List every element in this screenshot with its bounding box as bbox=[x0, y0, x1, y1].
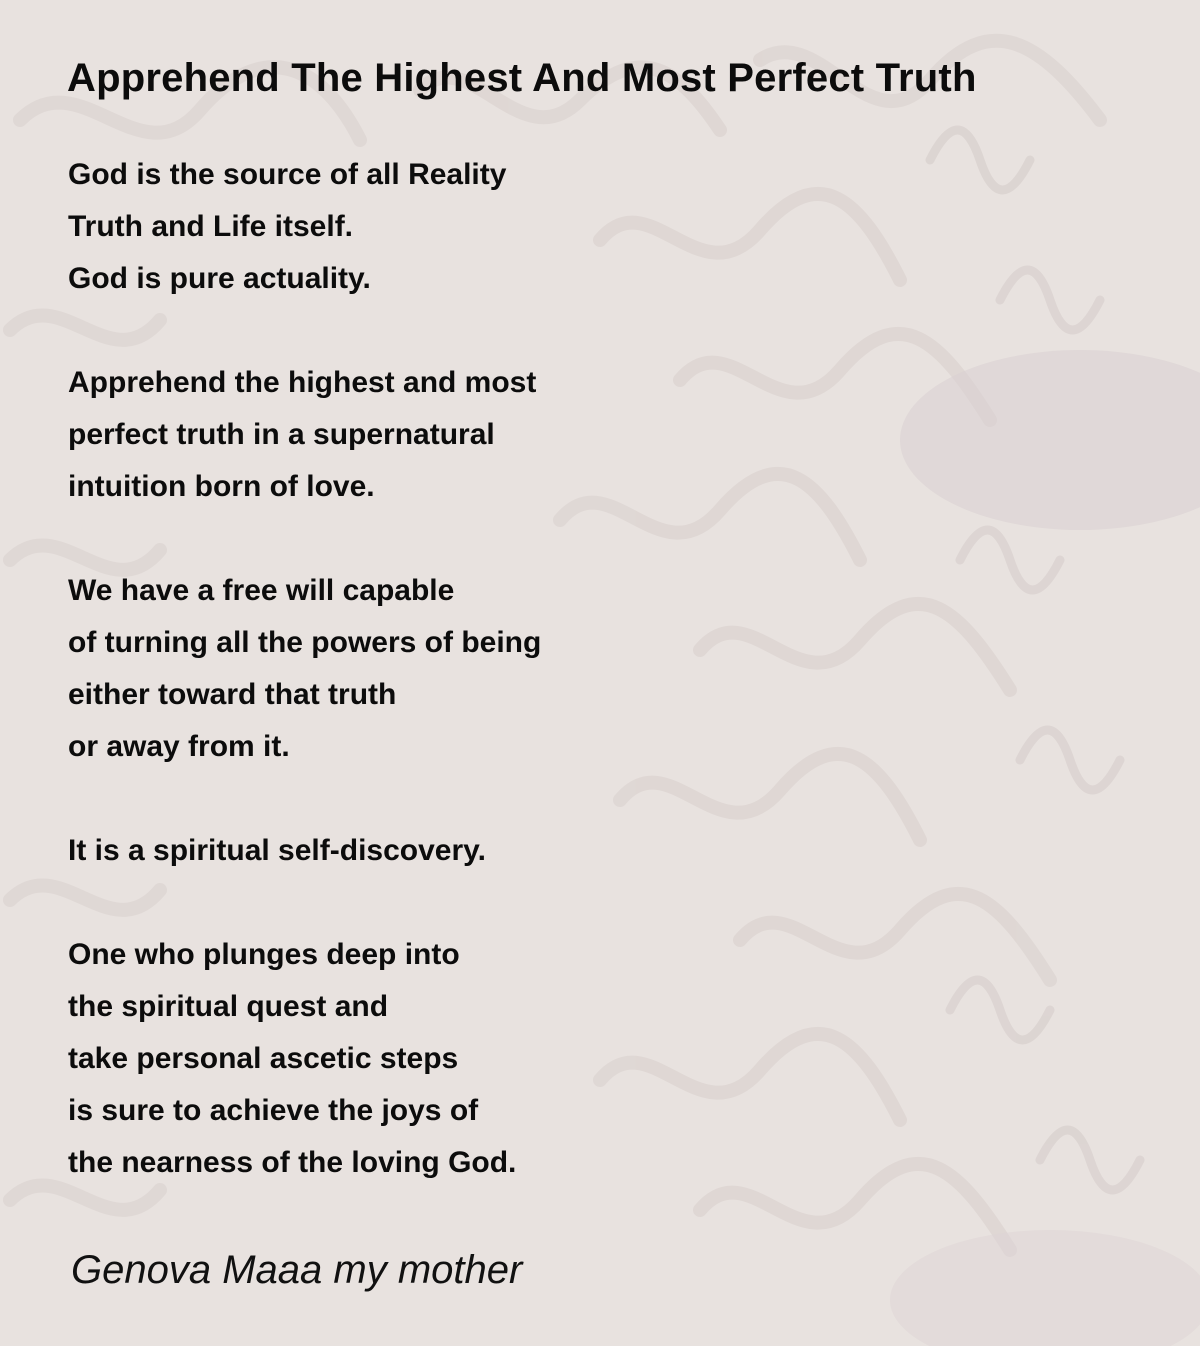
stanza-break bbox=[68, 773, 968, 825]
poem-line: perfect truth in a supernatural bbox=[68, 418, 495, 451]
poem-line: God is pure actuality. bbox=[68, 262, 371, 295]
poem-line: either toward that truth bbox=[68, 678, 397, 711]
stanza-break bbox=[68, 513, 968, 565]
poem-body bbox=[68, 149, 968, 1189]
poem-line: take personal ascetic steps bbox=[68, 1042, 459, 1075]
poem-line: the spiritual quest and bbox=[68, 990, 389, 1023]
stanza-break bbox=[68, 305, 968, 357]
poem-line: intuition born of love. bbox=[68, 470, 375, 503]
poem-line: One who plunges deep into bbox=[68, 938, 460, 971]
poem-line: or away from it. bbox=[68, 730, 290, 763]
poem-line: Truth and Life itself. bbox=[68, 210, 354, 243]
poem-author: Genova Maaa my mother bbox=[71, 1248, 523, 1292]
poem-title: Apprehend The Highest And Most Perfect Truth bbox=[67, 56, 977, 100]
poem-line: is sure to achieve the joys of bbox=[68, 1094, 479, 1127]
poem-line: of turning all the powers of being bbox=[68, 626, 542, 659]
poem-line: God is the source of all Reality bbox=[68, 158, 507, 191]
poem-line: It is a spiritual self-discovery. bbox=[68, 834, 486, 867]
poem-line: the nearness of the loving God. bbox=[68, 1146, 517, 1179]
poem-line: We have a free will capable bbox=[68, 574, 455, 607]
stanza-break bbox=[68, 877, 968, 929]
poem-line: Apprehend the highest and most bbox=[68, 366, 537, 399]
